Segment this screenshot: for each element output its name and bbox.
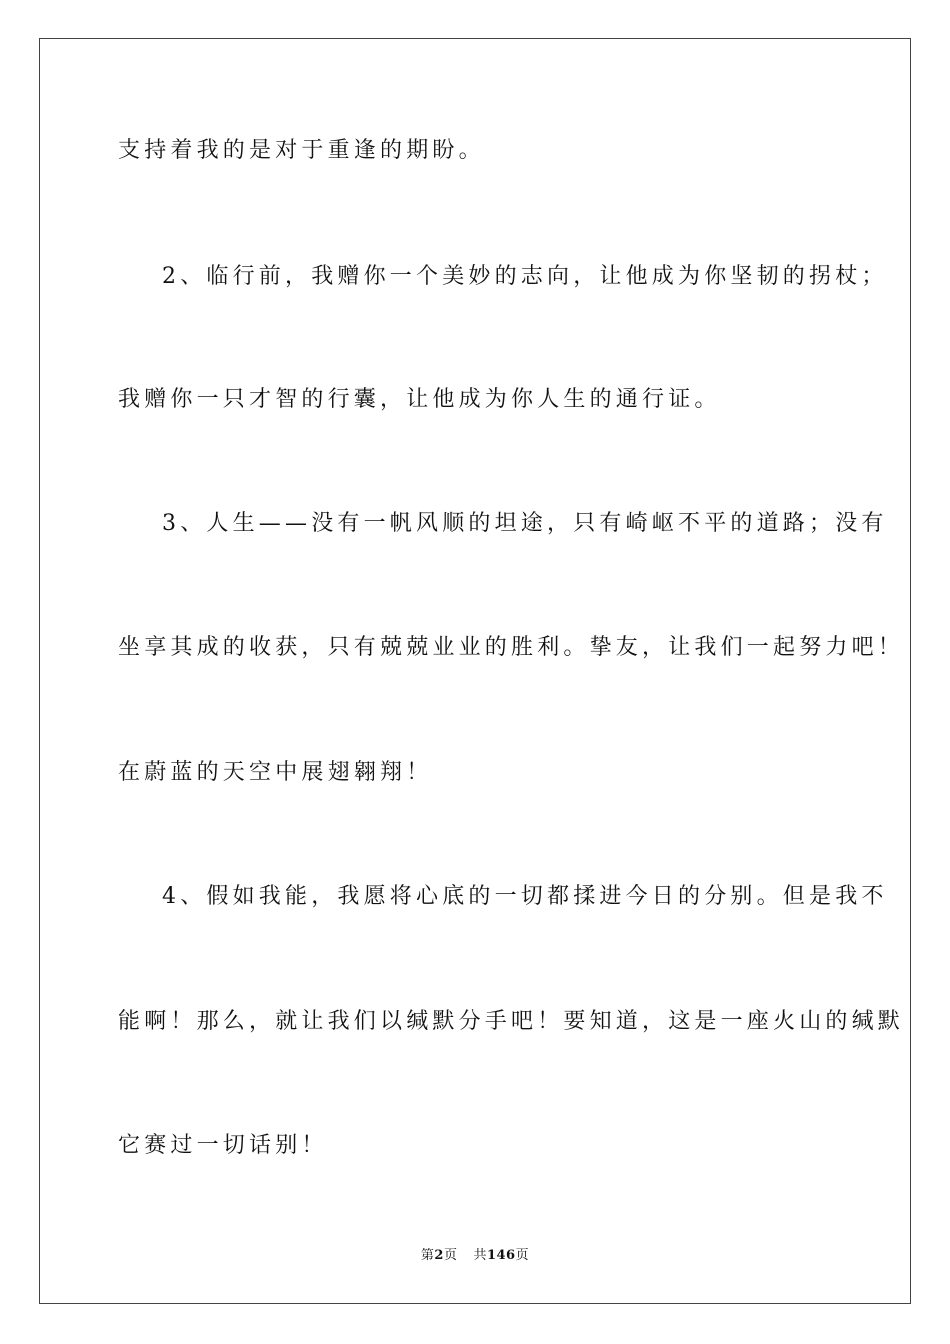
- page-frame: [39, 38, 911, 1304]
- total-prefix: 共: [473, 1248, 487, 1263]
- total-suffix: 页: [515, 1248, 530, 1263]
- text-line-4: 3、人生——没有一帆风顺的坦途，只有崎岖不平的道路；没有: [162, 511, 888, 536]
- text-line-6: 在蔚蓝的天空中展翅翱翔！: [118, 760, 433, 785]
- text-line-1: 支持着我的是对于重逢的期盼。: [118, 138, 485, 163]
- page-number: 2: [434, 1248, 444, 1263]
- text-line-8: 能啊！那么，就让我们以缄默分手吧！要知道，这是一座火山的缄默: [118, 1009, 905, 1034]
- page-prefix: 第: [420, 1248, 435, 1263]
- text-line-9: 它赛过一切话别！: [118, 1133, 328, 1158]
- text-line-2: 2、临行前，我赠你一个美妙的志向，让他成为你坚韧的拐杖；: [162, 264, 888, 289]
- page-footer: [0, 1246, 950, 1266]
- text-line-3: 我赠你一只才智的行囊，让他成为你人生的通行证。: [118, 387, 721, 412]
- total-pages: 146: [486, 1248, 516, 1263]
- text-line-5: 坐享其成的收获，只有兢兢业业的胜利。挚友，让我们一起努力吧！: [118, 635, 905, 660]
- text-line-7: 4、假如我能，我愿将心底的一切都揉进今日的分别。但是我不: [162, 884, 888, 909]
- page-suffix: 页: [443, 1248, 458, 1263]
